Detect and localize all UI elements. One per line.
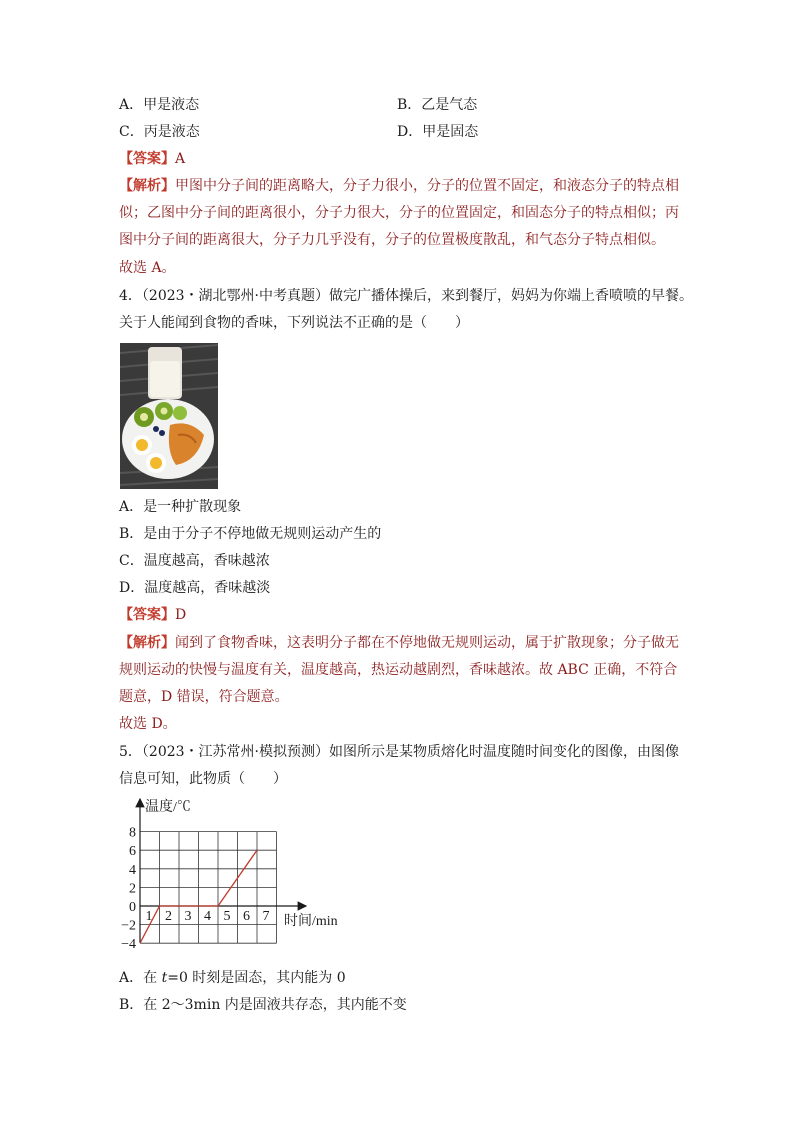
y-tick-label: 8 — [129, 825, 136, 841]
q4-stem-line-2: 关于人能闻到食物的香味，下列说法不正确的是（ ） — [119, 315, 469, 331]
q5-option-a: A．在 t=0 时刻是固态，其内能为 0 — [119, 970, 346, 986]
q4-answer: 【答案】D — [119, 607, 187, 623]
q4-conclusion: 故选 D。 — [119, 716, 177, 732]
q4-analysis-line-3: 题意，D 错误，符合题意。 — [119, 689, 289, 705]
x-tick-label: 3 — [184, 909, 192, 924]
q5-stem-line-2: 信息可知，此物质（ ） — [119, 771, 287, 787]
temperature-time-chart — [114, 795, 364, 963]
q4-option-b: B．是由于分子不停地做无规则运动产生的 — [119, 526, 382, 542]
q4-analysis-line-1: 【解析】闻到了食物香味，这表明分子都在不停地做无规则运动，属于扩散现象；分子做无 — [119, 635, 679, 651]
y-tick-label: 2 — [129, 881, 136, 897]
x-tick-label: 1 — [145, 909, 153, 924]
q4-option-c: C．温度越高，香味越浓 — [119, 553, 270, 569]
y-tick-label: 6 — [129, 844, 136, 860]
x-axis-label: 时间/min — [284, 914, 338, 929]
q3-conclusion: 故选 A。 — [119, 260, 176, 276]
q5-option-b: B．在 2～3min 内是固液共存态，其内能不变 — [119, 997, 407, 1013]
y-tick-label: −4 — [121, 937, 136, 953]
q3-analysis-line-2: 似；乙图中分子间的距离很小，分子力很大，分子的位置固定，和固态分子的特点相似；丙 — [119, 205, 679, 221]
q3-option-b: B．乙是气态 — [397, 97, 478, 113]
breakfast-photo — [120, 343, 218, 489]
y-tick-label: −2 — [121, 918, 136, 934]
y-axis-label: 温度/℃ — [145, 800, 191, 815]
q4-option-d: D．温度越高，香味越淡 — [119, 580, 271, 596]
q4-option-a: A．是一种扩散现象 — [119, 499, 242, 515]
x-tick-label: 6 — [243, 909, 250, 924]
q3-answer: 【答案】A — [119, 151, 186, 167]
y-tick-label: 0 — [129, 900, 136, 915]
q4-analysis-line-2: 规则运动的快慢与温度有关，温度越高，热运动越剧烈，香味越浓。故 ABC 正确，不符合 — [119, 662, 678, 678]
q3-analysis-line-3: 图中分子间的距离很大，分子力几乎没有，分子的位置极度散乱，和气态分子特点相似。 — [119, 232, 665, 248]
x-tick-label: 7 — [262, 909, 270, 924]
y-tick-label: 4 — [129, 862, 136, 878]
x-tick-label: 2 — [165, 909, 172, 924]
q3-option-d: D．甲是固态 — [397, 124, 479, 140]
q5-stem-line-1: 5．（2023・江苏常州·模拟预测）如图所示是某物质熔化时温度随时间变化的图像，由图像 — [119, 744, 679, 760]
q3-option-a: A．甲是液态 — [119, 97, 200, 113]
x-tick-label: 5 — [223, 909, 231, 924]
q4-stem-line-1: 4．（2023・湖北鄂州·中考真题）做完广播体操后，来到餐厅，妈妈为你端上香喷喷的早餐。 — [119, 288, 693, 304]
q3-option-c: C．丙是液态 — [119, 124, 200, 140]
x-tick-label: 4 — [204, 909, 211, 924]
q3-analysis-line-1: 【解析】甲图中分子间的距离略大，分子力很小，分子的位置不固定，和液态分子的特点相 — [119, 178, 679, 194]
